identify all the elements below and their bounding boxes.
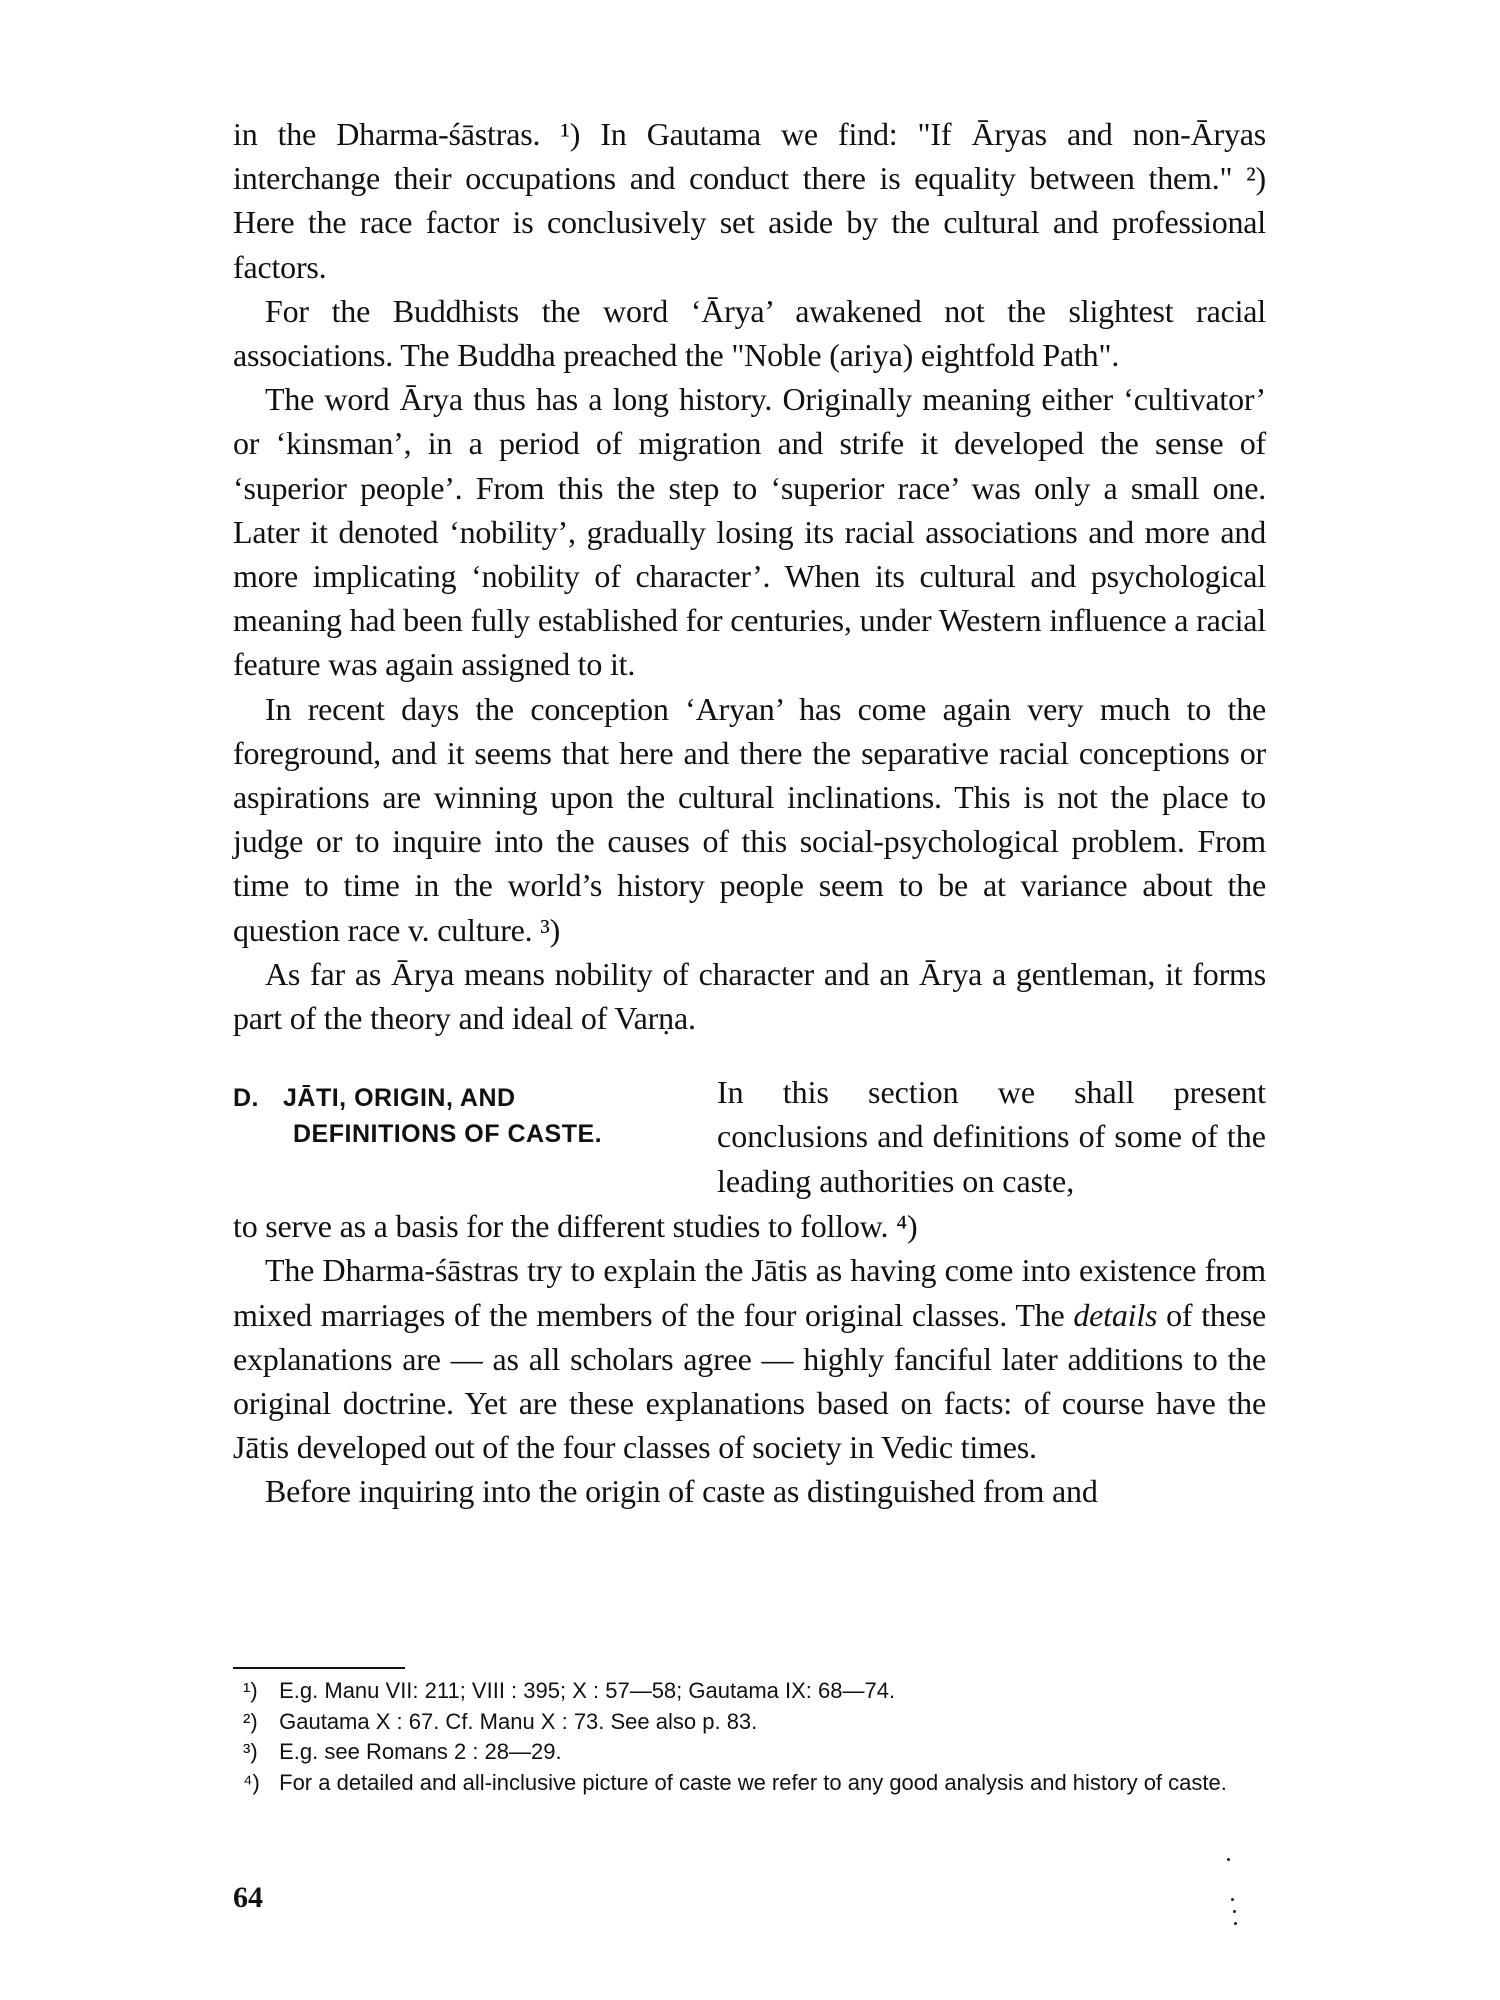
section-heading — [233, 1080, 703, 1152]
paragraph-jatis-part1: The Dharma-śāstras try to explain the Jātis as having come into existence from mixed marriages of the members of the four original classes. The — [233, 1252, 1266, 1333]
section-heading-line2: DEFINITIONS OF CASTE. — [293, 1120, 603, 1149]
section-d-header — [233, 1070, 1266, 1204]
section-heading-line1: JĀTI, ORIGIN, AND — [283, 1084, 516, 1113]
footnote-mark: ¹) — [243, 1678, 258, 1703]
footnotes — [233, 1676, 1266, 1798]
footnote-text: For a detailed and all-inclusive picture of caste we refer to any good analysis and history of caste. — [279, 1769, 1227, 1795]
section-intro-text: In this section we shall present conclusions and definitions of some of the leading authorities on caste, — [717, 1074, 1266, 1199]
paragraph-jatis — [233, 1248, 1266, 1469]
paragraph-jatis-part2: of these explanations are — as all scholars agree — highly fanciful later additions to the original doctrine. Yet are these explanations based on facts: of course have the Jātis developed out of the four classes of society in Vedic times. — [233, 1296, 1266, 1466]
footnote-2 — [233, 1707, 1266, 1738]
footnote-mark: ²) — [243, 1708, 258, 1734]
footnote-1 — [233, 1676, 1266, 1707]
footnote-divider — [233, 1667, 405, 1669]
paragraph-buddhists: For the Buddhists the word ‘Ārya’ awakened not the slightest racial associations. The Buddha preached the "Noble (ariya) eightfold Path". — [233, 292, 1266, 374]
scan-specks — [1225, 1850, 1245, 1940]
main-text — [233, 112, 1266, 1514]
footnote-mark: ⁴) — [243, 1769, 260, 1795]
footnote-3 — [233, 1737, 1266, 1768]
section-letter: D. — [233, 1084, 259, 1113]
footnote-text: Gautama X : 67. Cf. Manu X : 73. See also p. 83. — [279, 1708, 758, 1734]
page-number: 64 — [233, 1881, 263, 1914]
paragraph-nobility: As far as Ārya means nobility of character and an Ārya a gentleman, it forms part of the theory and ideal of Varṇa. — [233, 955, 1266, 1037]
footnote-4 — [233, 1768, 1266, 1799]
paragraph-continuation: to serve as a basis for the different studies to follow. ⁴) — [233, 1208, 918, 1245]
paragraph-before-inquiring: Before inquiring into the origin of caste as distinguished from and — [265, 1473, 1098, 1510]
footnote-text: E.g. Manu VII: 211; VIII : 395; X : 57—58; Gautama IX: 68—74. — [279, 1678, 896, 1703]
paragraph-aryan-conception: In recent days the conception ‘Aryan’ has come again very much to the foreground, and it seems that here and there the separative racial conceptions or aspirations are winning upon the cultural inclinations. This is not the place to judge or to inquire into the causes of this social-psychological problem. From time to time in the world’s history people seem to be at variance about the question race v. culture. ³) — [233, 690, 1266, 948]
paragraph-dharma-sastras: in the Dharma-śāstras. ¹) In Gautama we find: "If Āryas and non-Āryas interchange their occupations and conduct there is equality between them." ²) Here the race factor is conclusively set aside by the cultural and professional factors. — [233, 116, 1266, 285]
paragraph-arya-history: The word Ārya thus has a long history. Originally meaning either ‘cultivator’ or ‘kinsman’, in a period of migration and strife it developed the sense of ‘superior people’. From this the step to ‘superior race’ was only a small one. Later it denoted ‘nobility’, gradually losing its racial associations and more and more implicating ‘nobility of character’. When its cultural and psychological meaning had been fully established for centuries, under Western influence a racial feature was again assigned to it. — [233, 381, 1266, 683]
footnote-text: E.g. see Romans 2 : 28—29. — [279, 1739, 562, 1764]
footnote-mark: ³) — [243, 1739, 258, 1764]
italic-details: details — [1073, 1296, 1158, 1333]
